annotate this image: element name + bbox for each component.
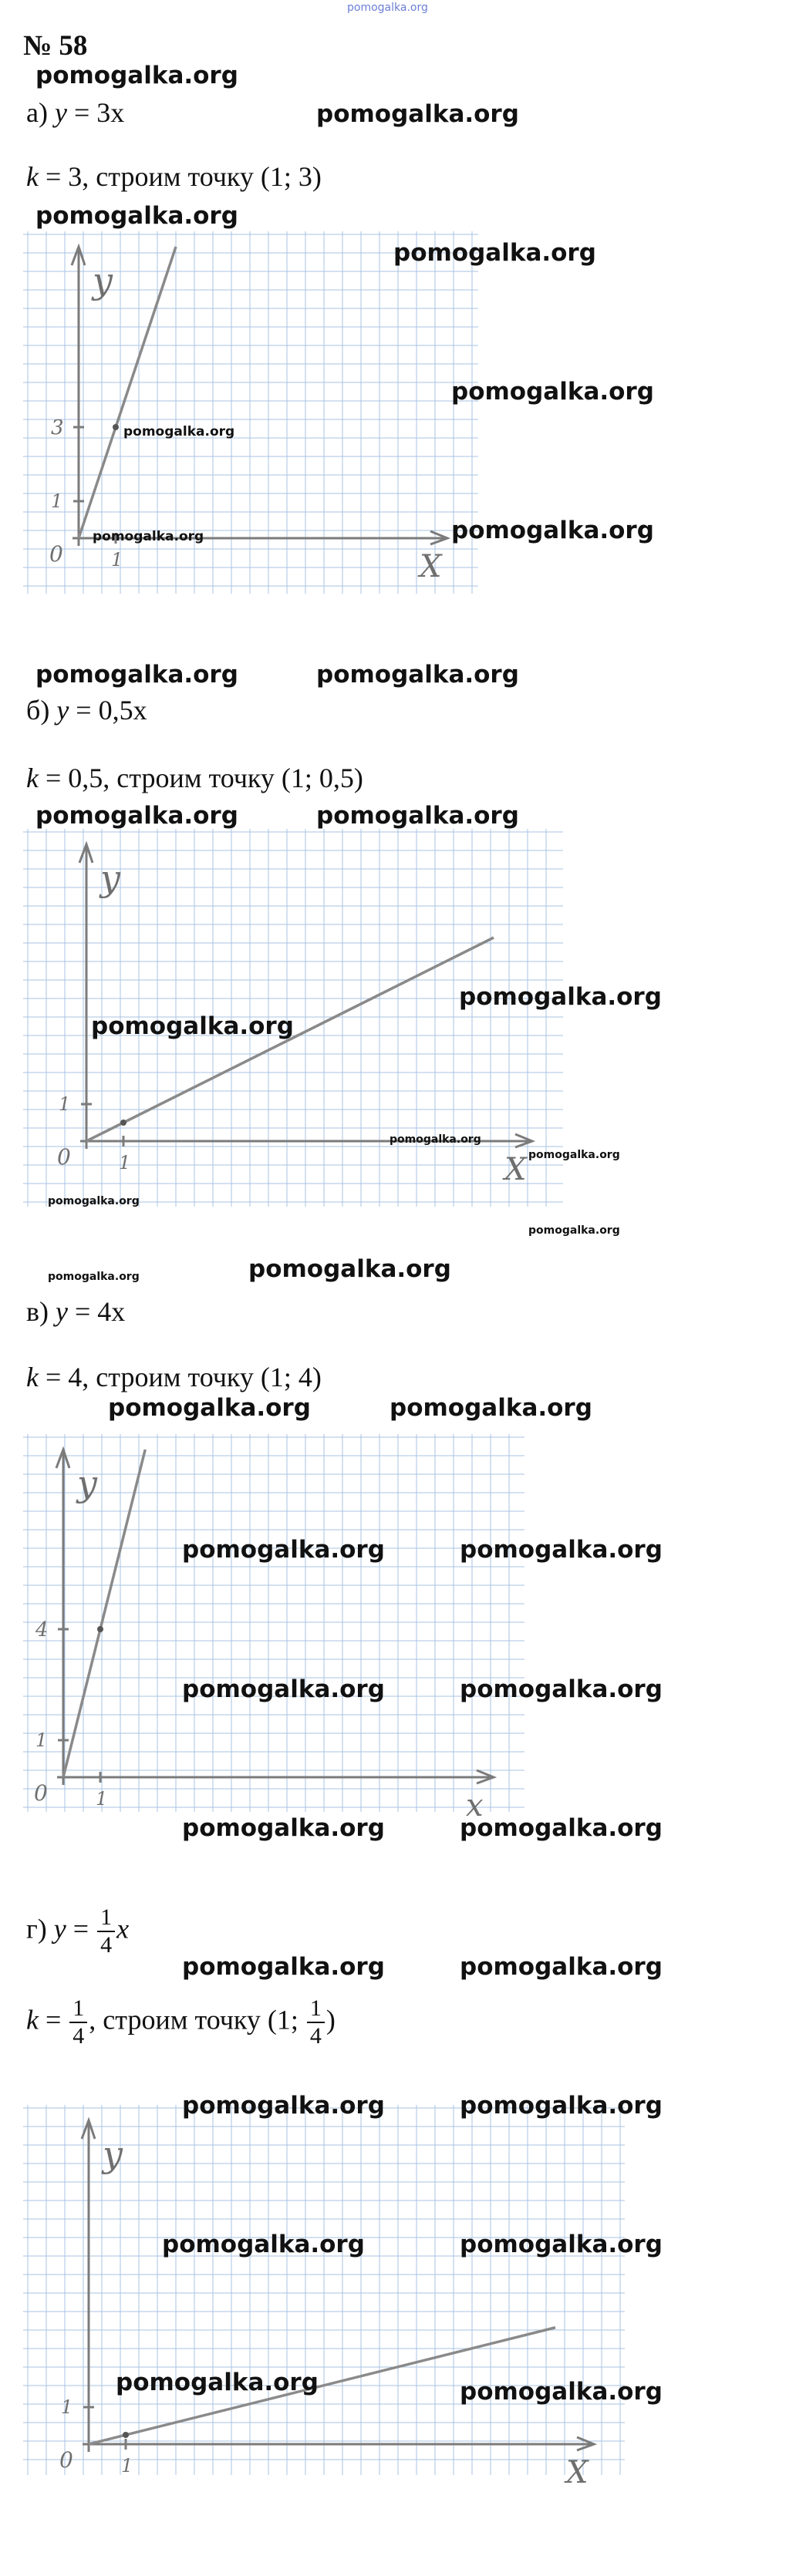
k-symbol: k	[26, 1362, 39, 1392]
watermark: pomogalka.org	[460, 1536, 663, 1564]
origin-label: 0	[57, 1144, 71, 1170]
watermark: pomogalka.org	[451, 378, 654, 406]
y-tick-label: 3	[51, 416, 64, 439]
fraction: $\frac{1}{4}$	[307, 1997, 325, 2048]
y-tick-label: 1	[61, 2396, 73, 2418]
point-text: , строим точку (1; 4)	[82, 1362, 322, 1392]
point-marker	[123, 2432, 129, 2438]
point-marker	[97, 1626, 103, 1632]
watermark: pomogalka.org	[182, 1814, 385, 1842]
point-marker	[113, 424, 119, 430]
watermark: pomogalka.org	[35, 202, 238, 230]
x-tick-label: 1	[121, 2455, 133, 2477]
x-axis	[83, 2437, 594, 2450]
part-d-k-line: k = $\frac{1}{4}$ , строим точку (1; $\frac{1}{4}$ )	[26, 1995, 336, 2049]
x-tick-label: 1	[111, 549, 123, 571]
x-axis-label: x	[466, 1788, 484, 1820]
watermark: pomogalka.org	[528, 1224, 620, 1237]
graph-a	[23, 231, 501, 601]
watermark: pomogalka.org	[35, 802, 238, 830]
watermark: pomogalka.org	[393, 239, 596, 267]
watermark: pomogalka.org	[108, 1394, 311, 1422]
point-text: , строим точку (1;	[89, 2004, 298, 2036]
eq-rhs: 4x	[97, 1296, 126, 1327]
watermark: pomogalka.org	[528, 1149, 620, 1161]
k-symbol: k	[26, 763, 39, 793]
part-label: а)	[26, 97, 48, 128]
y-axis-label: y	[100, 857, 120, 899]
graph-d	[23, 2105, 632, 2483]
x-tick-label: 1	[119, 1152, 131, 1174]
watermark: pomogalka.org	[48, 1271, 140, 1283]
y-tick-label: 1	[51, 490, 63, 512]
k-symbol: k	[26, 161, 39, 192]
watermark: pomogalka.org	[460, 1675, 663, 1703]
watermark: pomogalka.org	[91, 1012, 294, 1040]
x-axis-label: X	[566, 2455, 589, 2483]
part-a-k-line: k = 3, строим точку (1; 3)	[26, 161, 322, 192]
y-axis-label: y	[93, 260, 113, 301]
eq-rhs: 0,5x	[98, 695, 147, 726]
x-axis	[57, 1770, 494, 1783]
part-b-k-line: k = 0,5, строим точку (1; 0,5)	[26, 763, 363, 793]
y-axis	[82, 2120, 95, 2452]
origin-label: 0	[34, 1780, 48, 1806]
watermark: pomogalka.org	[390, 1394, 592, 1422]
origin-label: 0	[49, 541, 63, 567]
watermark: pomogalka.org	[460, 2092, 663, 2120]
watermark: pomogalka.org	[123, 424, 235, 439]
y-axis	[56, 1450, 69, 1785]
part-d-equation: г) y = $\frac{1}{4}$ x	[26, 1904, 130, 1958]
part-label: в)	[26, 1296, 49, 1327]
watermark: pomogalka.org	[35, 661, 238, 689]
part-a-equation: а) y = 3x	[26, 97, 125, 128]
watermark: pomogalka.org	[182, 1675, 385, 1703]
watermark: pomogalka.org	[460, 1814, 663, 1842]
watermark: pomogalka.org	[460, 2231, 663, 2258]
fraction: $\frac{1}{4}$	[69, 1997, 87, 2048]
watermark: pomogalka.org	[35, 62, 238, 89]
part-label: б)	[26, 695, 50, 726]
watermark: pomogalka.org	[162, 2231, 365, 2258]
watermark: pomogalka.org	[316, 100, 519, 128]
part-b-equation: б) y = 0,5x	[26, 695, 147, 726]
watermark: pomogalka.org	[182, 2092, 385, 2120]
y-axis-label: y	[103, 2133, 123, 2175]
origin-label: 0	[59, 2447, 73, 2473]
function-line	[63, 1450, 145, 1777]
eq-lhs: y	[54, 97, 67, 128]
watermark: pomogalka.org	[93, 529, 204, 544]
eq-lhs: y	[53, 1913, 66, 1945]
watermark: pomogalka.org	[48, 1195, 140, 1207]
y-axis-label: y	[77, 1463, 97, 1504]
point-marker	[120, 1120, 126, 1126]
watermark: pomogalka.org	[316, 661, 519, 689]
point-text: , строим точку (1; 0,5)	[103, 763, 363, 793]
k-symbol: k	[26, 2004, 39, 2036]
k-value: 4	[68, 1362, 83, 1392]
graph-c	[23, 1434, 540, 1820]
watermark: pomogalka.org	[460, 2378, 663, 2406]
part-c-k-line: k = 4, строим точку (1; 4)	[26, 1362, 322, 1392]
part-label: г)	[26, 1913, 47, 1945]
watermark: pomogalka.org	[182, 1536, 385, 1564]
eq-lhs: y	[56, 1296, 68, 1327]
point-text: , строим точку (1; 3)	[82, 161, 322, 192]
watermark: pomogalka.org	[460, 1953, 663, 1981]
fraction: $\frac{1}{4}$	[97, 1906, 115, 1957]
watermark: pomogalka.org	[182, 1953, 385, 1981]
watermark: pomogalka.org	[316, 802, 519, 830]
eq-lhs: y	[56, 695, 69, 726]
problem-number: № 58	[23, 30, 88, 62]
watermark: pomogalka.org	[248, 1255, 451, 1283]
eq-rhs: 3x	[96, 97, 125, 128]
x-axis-label: X	[420, 549, 442, 584]
x-tick-label: 1	[96, 1788, 108, 1810]
eq-var: x	[116, 1913, 130, 1945]
site-link-top[interactable]: pomogalka.org	[347, 2, 428, 14]
y-tick-label: 4	[35, 1618, 49, 1642]
k-value: 0,5	[68, 763, 103, 793]
k-value: 3	[68, 161, 83, 192]
y-tick-label: 1	[35, 1729, 48, 1751]
part-c-equation: в) y = 4x	[26, 1296, 126, 1327]
x-axis-label: X	[504, 1152, 527, 1187]
watermark: pomogalka.org	[116, 2369, 319, 2396]
watermark: pomogalka.org	[390, 1133, 481, 1146]
watermark: pomogalka.org	[459, 983, 662, 1011]
watermark: pomogalka.org	[451, 517, 654, 544]
y-tick-label: 1	[59, 1093, 71, 1115]
point-close: )	[325, 2004, 336, 2036]
